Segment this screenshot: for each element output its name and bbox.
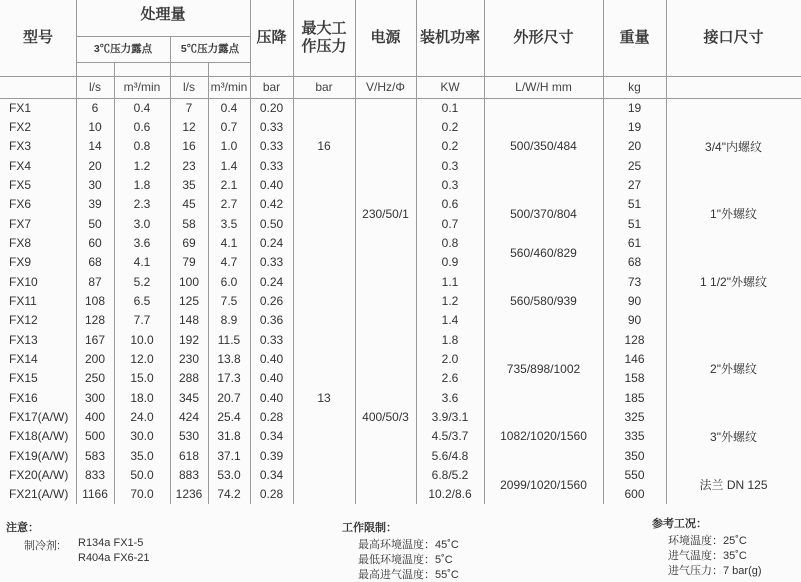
value-cell: 1.8: [133, 177, 151, 192]
value-cell: 424: [178, 409, 200, 424]
header-connection: 接口尺寸: [703, 29, 764, 46]
value-cell: 17.3: [217, 371, 241, 386]
value-cell: 15.0: [130, 371, 154, 386]
weight-cell: 27: [627, 177, 642, 192]
power-cell: 0.2: [441, 139, 459, 154]
ref-3: 进气压力：7 bar(g): [668, 565, 762, 577]
value-cell: 50: [88, 216, 102, 231]
unit-label: kg: [628, 80, 641, 94]
model-cell: FX5: [9, 177, 32, 192]
header-model: 型号: [22, 29, 53, 46]
power-400: 400/50/3: [362, 409, 409, 424]
value-cell: 30.0: [130, 429, 154, 444]
dim-2: 500/370/804: [510, 206, 577, 221]
power-cell: 1.4: [441, 313, 459, 328]
dim-6: 1082/1020/1560: [500, 429, 587, 444]
value-cell: 618: [178, 448, 200, 463]
value-cell: 883: [178, 467, 200, 482]
value-cell: 5.2: [133, 274, 151, 289]
model-cell: FX8: [9, 235, 32, 250]
conn-1: 3/4"内螺纹: [705, 139, 762, 154]
value-cell: 20: [88, 158, 102, 173]
model-cell: FX1: [9, 100, 32, 115]
power-cell: 2.6: [441, 371, 459, 386]
column-divider: [293, 0, 294, 504]
header-dew5: 5℃压力露点: [180, 42, 240, 55]
header-dimensions: 外形尺寸: [513, 29, 574, 46]
value-cell: 100: [178, 274, 200, 289]
value-cell: 2.3: [133, 197, 151, 212]
value-cell: 13.8: [217, 351, 241, 366]
value-cell: 50.0: [130, 467, 154, 482]
limit-1: 最高环境温度：45˚C: [358, 539, 459, 551]
value-cell: 500: [84, 429, 106, 444]
value-cell: 530: [178, 429, 200, 444]
value-cell: 2.1: [220, 177, 238, 192]
model-cell: FX15: [9, 371, 38, 386]
value-cell: 1166: [82, 487, 108, 502]
column-divider: [76, 0, 77, 504]
value-cell: 230: [178, 351, 200, 366]
value-cell: 6: [91, 100, 99, 115]
weight-cell: 73: [627, 274, 642, 289]
weight-cell: 90: [627, 313, 642, 328]
value-cell: 69: [182, 235, 196, 250]
value-cell: 0.40: [259, 390, 284, 405]
value-cell: 0.4: [220, 100, 238, 115]
power-cell: 0.9: [441, 255, 459, 270]
value-cell: 12.0: [130, 351, 154, 366]
dim-5: 735/898/1002: [506, 361, 581, 376]
model-cell: FX4: [9, 158, 32, 173]
header-divider: [0, 98, 801, 99]
model-cell: FX2: [9, 119, 32, 134]
value-cell: 35.0: [130, 448, 154, 463]
weight-cell: 61: [627, 235, 642, 250]
value-cell: 60: [88, 235, 102, 250]
value-cell: 31.8: [217, 429, 241, 444]
value-cell: 128: [84, 313, 106, 328]
value-cell: 583: [84, 448, 106, 463]
value-cell: 0.8: [133, 139, 151, 154]
value-cell: 37.1: [217, 448, 241, 463]
column-divider: [208, 62, 209, 504]
value-cell: 300: [84, 390, 106, 405]
limits-title: 工作限制：: [342, 522, 397, 534]
power-cell: 1.8: [441, 332, 459, 347]
value-cell: 0.33: [259, 158, 284, 173]
weight-cell: 146: [624, 351, 645, 366]
header-dew3: 3℃压力露点: [93, 42, 153, 55]
unit-label: bar: [262, 80, 281, 94]
unit-label: V/Hz/Φ: [366, 80, 405, 94]
weight-cell: 350: [624, 448, 645, 463]
weight-cell: 20: [627, 139, 642, 154]
column-divider: [170, 36, 171, 504]
dim-3: 560/460/829: [510, 245, 577, 260]
model-cell: FX21(A/W): [9, 487, 69, 502]
limit-3: 最高进气温度：55˚C: [358, 569, 459, 581]
power-cell: 0.1: [441, 100, 459, 115]
model-cell: FX9: [9, 255, 32, 270]
model-cell: FX6: [9, 197, 32, 212]
value-cell: 108: [84, 293, 106, 308]
value-cell: 68: [88, 255, 102, 270]
value-cell: 16: [182, 139, 196, 154]
header-power-source: 电源: [370, 29, 401, 46]
max-pressure-16: 16: [317, 139, 331, 154]
weight-cell: 128: [624, 332, 645, 347]
value-cell: 79: [182, 255, 196, 270]
value-cell: 200: [84, 351, 106, 366]
unit-label: L/W/H mm: [515, 80, 572, 94]
model-cell: FX19(A/W): [9, 448, 69, 463]
refrigerant-2: R404a FX6-21: [78, 552, 150, 564]
value-cell: 0.50: [259, 216, 284, 231]
column-divider: [416, 0, 417, 504]
value-cell: 0.39: [259, 448, 284, 463]
value-cell: 0.28: [259, 409, 284, 424]
value-cell: 18.0: [130, 390, 154, 405]
value-cell: 87: [88, 274, 102, 289]
refrigerant-label: 制冷剂:: [24, 540, 61, 552]
model-cell: FX17(A/W): [9, 409, 69, 424]
weight-cell: 325: [624, 409, 645, 424]
unit-label: m³/min: [210, 80, 248, 94]
value-cell: 0.33: [259, 119, 284, 134]
column-divider: [484, 0, 485, 504]
limit-2: 最低环境温度：5˚C: [358, 554, 453, 566]
value-cell: 1.2: [133, 158, 151, 173]
value-cell: 1236: [175, 487, 203, 502]
value-cell: 30: [88, 177, 102, 192]
subheader-divider: [76, 36, 250, 37]
model-cell: FX20(A/W): [9, 467, 69, 482]
value-cell: 0.40: [259, 177, 284, 192]
value-cell: 0.24: [259, 274, 284, 289]
value-cell: 4.1: [133, 255, 151, 270]
value-cell: 345: [178, 390, 200, 405]
model-cell: FX11: [9, 293, 37, 308]
weight-cell: 51: [627, 197, 642, 212]
column-divider: [250, 0, 251, 504]
value-cell: 23: [182, 158, 196, 173]
power-cell: 0.8: [441, 235, 459, 250]
weight-cell: 68: [627, 255, 642, 270]
weight-cell: 185: [624, 390, 645, 405]
value-cell: 45: [182, 197, 196, 212]
value-cell: 11.5: [217, 332, 241, 347]
value-cell: 1.0: [220, 139, 238, 154]
value-cell: 0.34: [259, 429, 284, 444]
value-cell: 0.6: [133, 119, 151, 134]
refrigerant-1: R134a FX1-5: [78, 537, 144, 549]
value-cell: 7.5: [220, 293, 238, 308]
power-cell: 1.2: [441, 293, 459, 308]
column-divider: [355, 0, 356, 504]
column-divider: [666, 0, 667, 504]
dim-4: 560/580/939: [510, 293, 577, 308]
value-cell: 58: [182, 216, 196, 231]
value-cell: 12: [182, 119, 196, 134]
value-cell: 20.7: [217, 390, 241, 405]
header-pressure-drop: 压降: [256, 29, 287, 46]
value-cell: 833: [84, 467, 106, 482]
subheader-divider: [76, 62, 250, 63]
column-divider: [603, 0, 604, 504]
value-cell: 7.7: [133, 313, 151, 328]
value-cell: 0.33: [259, 255, 284, 270]
conn-3: 1 1/2"外螺纹: [700, 275, 767, 290]
value-cell: 125: [178, 293, 200, 308]
value-cell: 0.42: [259, 197, 284, 212]
value-cell: 7: [185, 100, 193, 115]
weight-cell: 600: [624, 487, 645, 502]
unit-label: l/s: [89, 80, 101, 94]
weight-cell: 90: [627, 293, 642, 308]
value-cell: 148: [178, 313, 200, 328]
power-cell: 10.2/8.6: [428, 487, 472, 502]
power-cell: 4.5/3.7: [431, 429, 469, 444]
value-cell: 1.4: [220, 158, 238, 173]
dim-1: 500/350/484: [510, 139, 577, 154]
model-cell: FX10: [9, 274, 38, 289]
value-cell: 0.24: [259, 235, 284, 250]
value-cell: 167: [84, 332, 106, 347]
model-cell: FX12: [9, 313, 38, 328]
model-cell: FX3: [9, 139, 32, 154]
value-cell: 0.28: [259, 487, 284, 502]
ref-2: 进气温度：35˚C: [668, 550, 747, 562]
note-title: 注意：: [6, 522, 39, 534]
unit-label: bar: [315, 80, 333, 94]
power-cell: 6.8/5.2: [431, 467, 469, 482]
power-cell: 0.2: [441, 119, 459, 134]
weight-cell: 19: [627, 100, 642, 115]
conn-2: 1"外螺纹: [710, 207, 757, 222]
value-cell: 3.6: [133, 235, 151, 250]
model-cell: FX18(A/W): [9, 429, 69, 444]
header-processing: 处理量: [140, 6, 186, 23]
header-max-pressure: 最大工作压力: [301, 20, 347, 55]
conn-4: 2"外螺纹: [710, 362, 757, 377]
model-cell: FX7: [9, 216, 32, 231]
weight-cell: 550: [624, 467, 645, 482]
model-cell: FX14: [9, 351, 38, 366]
power-cell: 0.3: [441, 158, 459, 173]
value-cell: 4.1: [220, 235, 238, 250]
value-cell: 70.0: [130, 487, 154, 502]
conn-6: 法兰 DN 125: [699, 478, 768, 493]
power-cell: 3.6: [441, 390, 459, 405]
ref-1: 环境温度：25˚C: [668, 535, 747, 547]
value-cell: 10.0: [130, 332, 154, 347]
value-cell: 6.5: [133, 293, 151, 308]
value-cell: 192: [178, 332, 200, 347]
power-cell: 2.0: [441, 351, 459, 366]
value-cell: 0.26: [259, 293, 284, 308]
value-cell: 250: [84, 371, 106, 386]
power-230: 230/50/1: [362, 206, 409, 221]
max-pressure-13: 13: [317, 390, 331, 405]
power-cell: 0.3: [441, 177, 459, 192]
value-cell: 24.0: [130, 409, 154, 424]
value-cell: 0.36: [259, 313, 284, 328]
unit-label: KW: [440, 80, 460, 94]
weight-cell: 335: [624, 429, 645, 444]
value-cell: 10: [88, 119, 102, 134]
weight-cell: 19: [627, 119, 642, 134]
value-cell: 400: [84, 409, 106, 424]
header-installed-power: 装机功率: [419, 29, 480, 46]
value-cell: 2.7: [220, 197, 238, 212]
power-cell: 1.1: [441, 274, 459, 289]
value-cell: 288: [178, 371, 200, 386]
value-cell: 3.5: [220, 216, 238, 231]
unit-label: l/s: [183, 80, 195, 94]
weight-cell: 25: [627, 158, 642, 173]
unit-label: m³/min: [123, 80, 161, 94]
header-divider: [0, 76, 801, 77]
column-divider: [114, 62, 115, 504]
value-cell: 0.33: [259, 139, 284, 154]
value-cell: 0.20: [259, 100, 284, 115]
value-cell: 6.0: [220, 274, 238, 289]
power-cell: 5.6/4.8: [431, 448, 469, 463]
weight-cell: 51: [627, 216, 642, 231]
value-cell: 0.4: [133, 100, 151, 115]
value-cell: 8.9: [220, 313, 238, 328]
power-cell: 0.7: [441, 216, 459, 231]
power-cell: 3.9/3.1: [431, 409, 469, 424]
model-cell: FX13: [9, 332, 38, 347]
value-cell: 0.33: [259, 332, 284, 347]
header-weight: 重量: [619, 29, 650, 46]
value-cell: 0.7: [220, 119, 238, 134]
value-cell: 35: [182, 177, 196, 192]
value-cell: 14: [88, 139, 102, 154]
value-cell: 39: [88, 197, 102, 212]
value-cell: 0.40: [259, 371, 284, 386]
weight-cell: 158: [624, 371, 645, 386]
value-cell: 74.2: [217, 487, 241, 502]
model-cell: FX16: [9, 390, 38, 405]
ref-title: 参考工况：: [652, 518, 707, 530]
value-cell: 0.40: [259, 351, 284, 366]
conn-5: 3"外螺纹: [710, 429, 757, 444]
value-cell: 25.4: [217, 409, 241, 424]
value-cell: 0.34: [259, 467, 284, 482]
value-cell: 53.0: [217, 467, 241, 482]
dim-7: 2099/1020/1560: [500, 477, 587, 492]
value-cell: 3.0: [133, 216, 151, 231]
value-cell: 4.7: [220, 255, 238, 270]
power-cell: 0.6: [441, 197, 459, 212]
